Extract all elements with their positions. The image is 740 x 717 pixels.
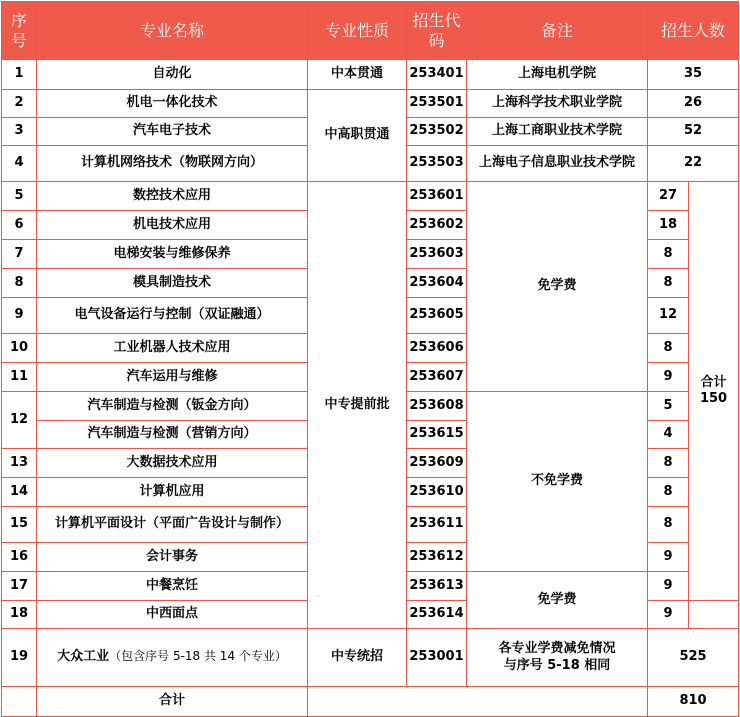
header-major: 专业名称 (37, 2, 308, 60)
code-cell: 253610 (407, 478, 467, 507)
code-cell: 253602 (407, 211, 467, 240)
seq-cell: 18 (2, 601, 37, 629)
count-cell: 525 (648, 629, 739, 687)
count-cell: 8 (648, 478, 689, 507)
remark-line-2: 与序号 5-18 相同 (503, 657, 611, 673)
code-cell: 253613 (407, 572, 467, 601)
nature-merged-cell: 中高职贯通 (308, 90, 407, 182)
major-cell: 中餐烹饪 (37, 572, 308, 601)
seq-cell: 5 (2, 182, 37, 211)
count-cell: 12 (648, 298, 689, 334)
code-cell: 253605 (407, 298, 467, 334)
table-row (2, 60, 739, 90)
seq-cell: 10 (2, 334, 37, 363)
remark-cell: 上海科学技术职业学院 (467, 90, 648, 118)
seq-cell: 16 (2, 543, 37, 572)
table-row (2, 90, 739, 118)
header-nature: 专业性质 (308, 2, 407, 60)
major-cell: 电气设备运行与控制（双证融通） (37, 298, 308, 334)
seq-cell: 1 (2, 60, 37, 90)
remark-cell: 上海工商职业技术学院 (467, 118, 648, 146)
seq-cell: 19 (2, 629, 37, 687)
code-cell: 253615 (407, 421, 467, 449)
major-cell: 汽车运用与维修 (37, 363, 308, 392)
total-row (2, 687, 739, 717)
code-cell: 253614 (407, 601, 467, 629)
seq-cell: 8 (2, 269, 37, 298)
major-cell: 数控技术应用 (37, 182, 308, 211)
count-cell: 5 (648, 392, 689, 421)
major-cell: 计算机平面设计（平面广告设计与制作） (37, 507, 308, 543)
seq-cell: 9 (2, 298, 37, 334)
total-value: 810 (648, 687, 739, 717)
count-cell: 26 (648, 90, 739, 118)
seq-cell (2, 687, 37, 717)
code-cell: 253609 (407, 449, 467, 478)
count-cell: 8 (648, 240, 689, 269)
major-cell: 会计事务 (37, 543, 308, 572)
count-cell: 18 (648, 211, 689, 240)
count-cell: 22 (648, 146, 739, 182)
major-cell: 工业机器人技术应用 (37, 334, 308, 363)
major-cell: 机电技术应用 (37, 211, 308, 240)
remark-cell (467, 629, 648, 687)
major-cell: 大数据技术应用 (37, 449, 308, 478)
remark-merged-cell: 免学费 (467, 182, 648, 392)
remark-merged-cell: 免学费 (467, 572, 648, 629)
admission-table (1, 1, 739, 717)
code-cell: 253612 (407, 543, 467, 572)
seq-cell: 11 (2, 363, 37, 392)
seq-cell: 15 (2, 507, 37, 543)
code-cell: 253502 (407, 118, 467, 146)
major-cell: 中西面点 (37, 601, 308, 629)
header-remarks: 备注 (467, 2, 648, 60)
subtotal-empty-cell (689, 601, 739, 629)
remark-merged-cell: 不免学费 (467, 392, 648, 572)
subtotal-label: 合计 (700, 374, 727, 390)
code-cell: 253503 (407, 146, 467, 182)
code-cell: 253603 (407, 240, 467, 269)
remark-cell: 上海电机学院 (467, 60, 648, 90)
code-cell: 253611 (407, 507, 467, 543)
code-cell: 253601 (407, 182, 467, 211)
code-cell: 253604 (407, 269, 467, 298)
major-note: （包含序号 5-18 共 14 个专业） (109, 649, 287, 664)
total-label: 合计 (37, 687, 308, 717)
major-cell: 汽车制造与检测（钣金方向） (37, 392, 308, 421)
subtotal-value: 150 (699, 391, 728, 406)
count-cell: 4 (648, 421, 689, 449)
seq-cell: 12 (2, 392, 37, 449)
count-cell: 9 (648, 601, 689, 629)
remark-cell: 上海电子信息职业技术学院 (467, 146, 648, 182)
seq-cell: 7 (2, 240, 37, 269)
count-cell: 9 (648, 543, 689, 572)
seq-cell: 3 (2, 118, 37, 146)
major-cell: 计算机网络技术（物联网方向） (37, 146, 308, 182)
header-row (2, 2, 739, 60)
seq-cell: 4 (2, 146, 37, 182)
count-cell: 35 (648, 60, 739, 90)
table-row (2, 629, 739, 687)
major-cell: 计算机应用 (37, 478, 308, 507)
header-seq: 序号 (2, 2, 37, 60)
count-cell: 27 (648, 182, 689, 211)
major-cell: 汽车电子技术 (37, 118, 308, 146)
nature-merged-cell: 中专提前批 (308, 182, 407, 629)
code-cell: 253401 (407, 60, 467, 90)
header-code: 招生代码 (407, 2, 467, 60)
header-count: 招生人数 (648, 2, 739, 60)
total-empty-cell (308, 687, 648, 717)
count-cell: 9 (648, 572, 689, 601)
subtotal-cell (689, 182, 739, 601)
major-cell: 汽车制造与检测（营销方向） (37, 421, 308, 449)
count-cell: 8 (648, 449, 689, 478)
seq-cell: 17 (2, 572, 37, 601)
seq-cell: 6 (2, 211, 37, 240)
count-cell: 8 (648, 269, 689, 298)
count-cell: 8 (648, 507, 689, 543)
major-cell: 模具制造技术 (37, 269, 308, 298)
remark-line-1: 各专业学费减免情况 (498, 641, 616, 657)
major-cell (37, 629, 308, 687)
code-cell: 253607 (407, 363, 467, 392)
code-cell: 253001 (407, 629, 467, 687)
major-cell: 机电一体化技术 (37, 90, 308, 118)
table-row (2, 182, 739, 211)
code-cell: 253606 (407, 334, 467, 363)
count-cell: 8 (648, 334, 689, 363)
count-cell: 9 (648, 363, 689, 392)
code-cell: 253501 (407, 90, 467, 118)
nature-cell: 中专统招 (308, 629, 407, 687)
seq-cell: 14 (2, 478, 37, 507)
count-cell: 52 (648, 118, 739, 146)
seq-cell: 13 (2, 449, 37, 478)
major-name: 大众工业 (57, 649, 110, 665)
nature-cell: 中本贯通 (308, 60, 407, 90)
major-cell: 自动化 (37, 60, 308, 90)
code-cell: 253608 (407, 392, 467, 421)
seq-cell: 2 (2, 90, 37, 118)
major-cell: 电梯安装与维修保养 (37, 240, 308, 269)
